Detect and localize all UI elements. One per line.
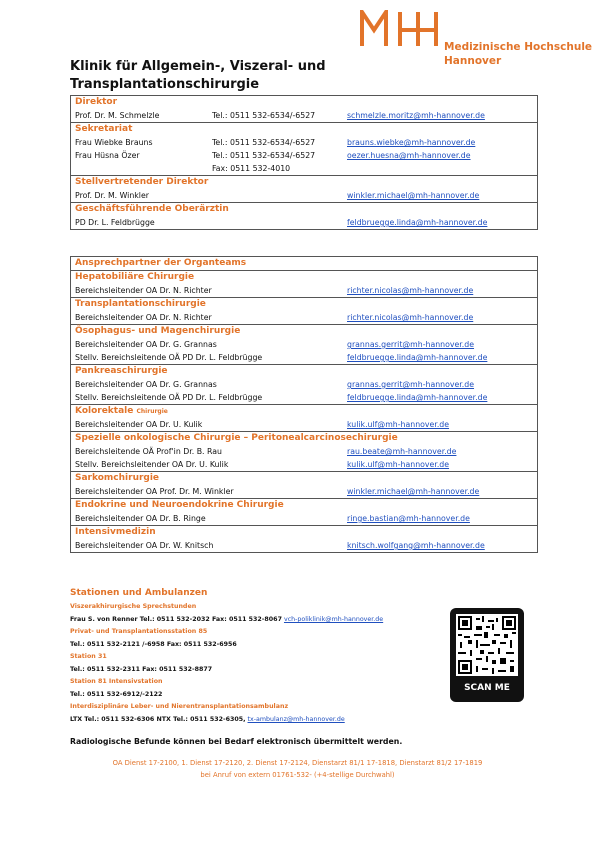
section-heading: Ansprechpartner der Organteams	[75, 258, 247, 268]
qr-label: SCAN ME	[464, 683, 510, 693]
email-link[interactable]: feldbruegge.linda@mh-hannover.de	[347, 353, 488, 362]
email-link[interactable]: richter.nicolas@mh-hannover.de	[347, 313, 474, 322]
qr-pattern-icon	[456, 614, 518, 676]
qr-code[interactable]	[450, 608, 524, 702]
section-heading: Stellvertretender Direktor	[75, 177, 209, 187]
email-link[interactable]: tx-ambulanz@mh-hannover.de	[247, 716, 345, 723]
email-link[interactable]: knitsch.wolfgang@mh-hannover.de	[347, 541, 485, 550]
section-heading: Geschäftsführende Oberärztin	[75, 204, 229, 214]
section-heading: Sekretariat	[75, 124, 133, 134]
email-link[interactable]: kulik.ulf@mh-hannover.de	[347, 460, 450, 469]
email-link[interactable]: winkler.michael@mh-hannover.de	[347, 191, 480, 200]
email-link[interactable]: winkler.michael@mh-hannover.de	[347, 487, 480, 496]
email-link[interactable]: richter.nicolas@mh-hannover.de	[347, 286, 474, 295]
radiologie-note: Radiologische Befunde können bei Bedarf elektronisch übermittelt werden.	[70, 737, 403, 746]
leitung-table: Direktor Prof. Dr. M. Schmelzle Tel.: 0511 532-6534/-6527 schmelzle.moritz@mh-hannover.de Sekretariat Frau Wiebke Brauns Tel.: 0511 532-6534/-6527 brauns.wiebke@mh-hannover.de Frau Hüsna Özer Tel.: 0511 532-6534/-6527 oezer.huesna@mh-hannover.de Fax: 0511 532-4010 Stellvertretender Direktor Prof. Dr. M. Winkler winkler.michael@mh-hannover.de Geschäftsführende Oberärztin PD Dr. L. Feldbrügge feldbruegge.linda@mh-hannover.de	[70, 95, 538, 230]
email-link[interactable]: oezer.huesna@mh-hannover.de	[347, 151, 471, 160]
footer-line-2: bei Anruf von extern 01761-532- (+4-stellige Durchwahl)	[200, 771, 395, 779]
mhh-logo	[360, 10, 438, 46]
email-link[interactable]: grannas.gerrit@mh-hannover.de	[347, 340, 475, 349]
footer-line-1: OA Dienst 17-2100, 1. Dienst 17-2120, 2. Dienst 17-2124, Dienstarzt 81/1 17-1818, Dienstarzt 81/2 17-1819	[112, 759, 483, 767]
section-heading: Direktor	[75, 97, 118, 107]
email-link[interactable]: grannas.gerrit@mh-hannover.de	[347, 380, 475, 389]
email-link[interactable]: schmelzle.moritz@mh-hannover.de	[347, 111, 485, 120]
page-title: Klinik für Allgemein-, Viszeral- und Transplantationschirurgie	[70, 59, 326, 92]
email-link[interactable]: ringe.bastian@mh-hannover.de	[347, 514, 470, 523]
email-link[interactable]: rau.beate@mh-hannover.de	[347, 447, 457, 456]
email-link[interactable]: brauns.wiebke@mh-hannover.de	[347, 138, 476, 147]
email-link[interactable]: feldbruegge.linda@mh-hannover.de	[347, 218, 488, 227]
logo-text: Medizinische Hochschule Hannover	[444, 41, 593, 67]
email-link[interactable]: kulik.ulf@mh-hannover.de	[347, 420, 450, 429]
stationen-heading: Stationen und Ambulanzen	[70, 588, 208, 598]
organteams-table: Ansprechpartner der Organteams Hepatobiliäre Chirurgie Bereichsleitender OA Dr. N. Richter richter.nicolas@mh-hannover.de Transplantationschirurgie Bereichsleitender OA Dr. N. Richter richter.nicolas@mh-hannover.de Ösophagus- und Magenchirurgie Bereichsleitender OA Dr. G. Grannas grannas.gerrit@mh-hannover.de Stellv. Bereichsleitende OÄ PD Dr. L. Feldbrügge feldbruegge.linda@mh-hannover.de Pankreaschirurgie Bereichsleitender OA Dr. G. Grannas grannas.gerrit@mh-hannover.de Stellv. Bereichsleitende OÄ PD Dr. L. Feldbrügge feldbruegge.linda@mh-hannover.de Kolorektale Chirurgie Bereichsleitender OA Dr. U. Kulik kulik.ulf@mh-hannover.de Spezielle onkologische Chirurgie – Peritonealcarcinosechirurgie Bereichsleitende OÄ Prof'in Dr. B. Rau rau.beate@mh-hannover.de Stellv. Bereichsleitender OA Dr. U. Kulik kulik.ulf@mh-hannover.de Sarkomchirurgie Bereichsleitender OA Prof. Dr. M. Winkler winkler.michael@mh-hannover.de Endokrine und Neuroendokrine Chirurgie Bereichsleitender OA Dr. B. Ringe ringe.bastian@mh-hannover.de Intensivmedizin Bereichsleitender OA Dr. W. Knitsch knitsch.wolfgang@mh-hannover.de	[70, 256, 538, 553]
email-link[interactable]: vch-poliklinik@mh-hannover.de	[283, 616, 384, 623]
email-link[interactable]: feldbruegge.linda@mh-hannover.de	[347, 393, 488, 402]
